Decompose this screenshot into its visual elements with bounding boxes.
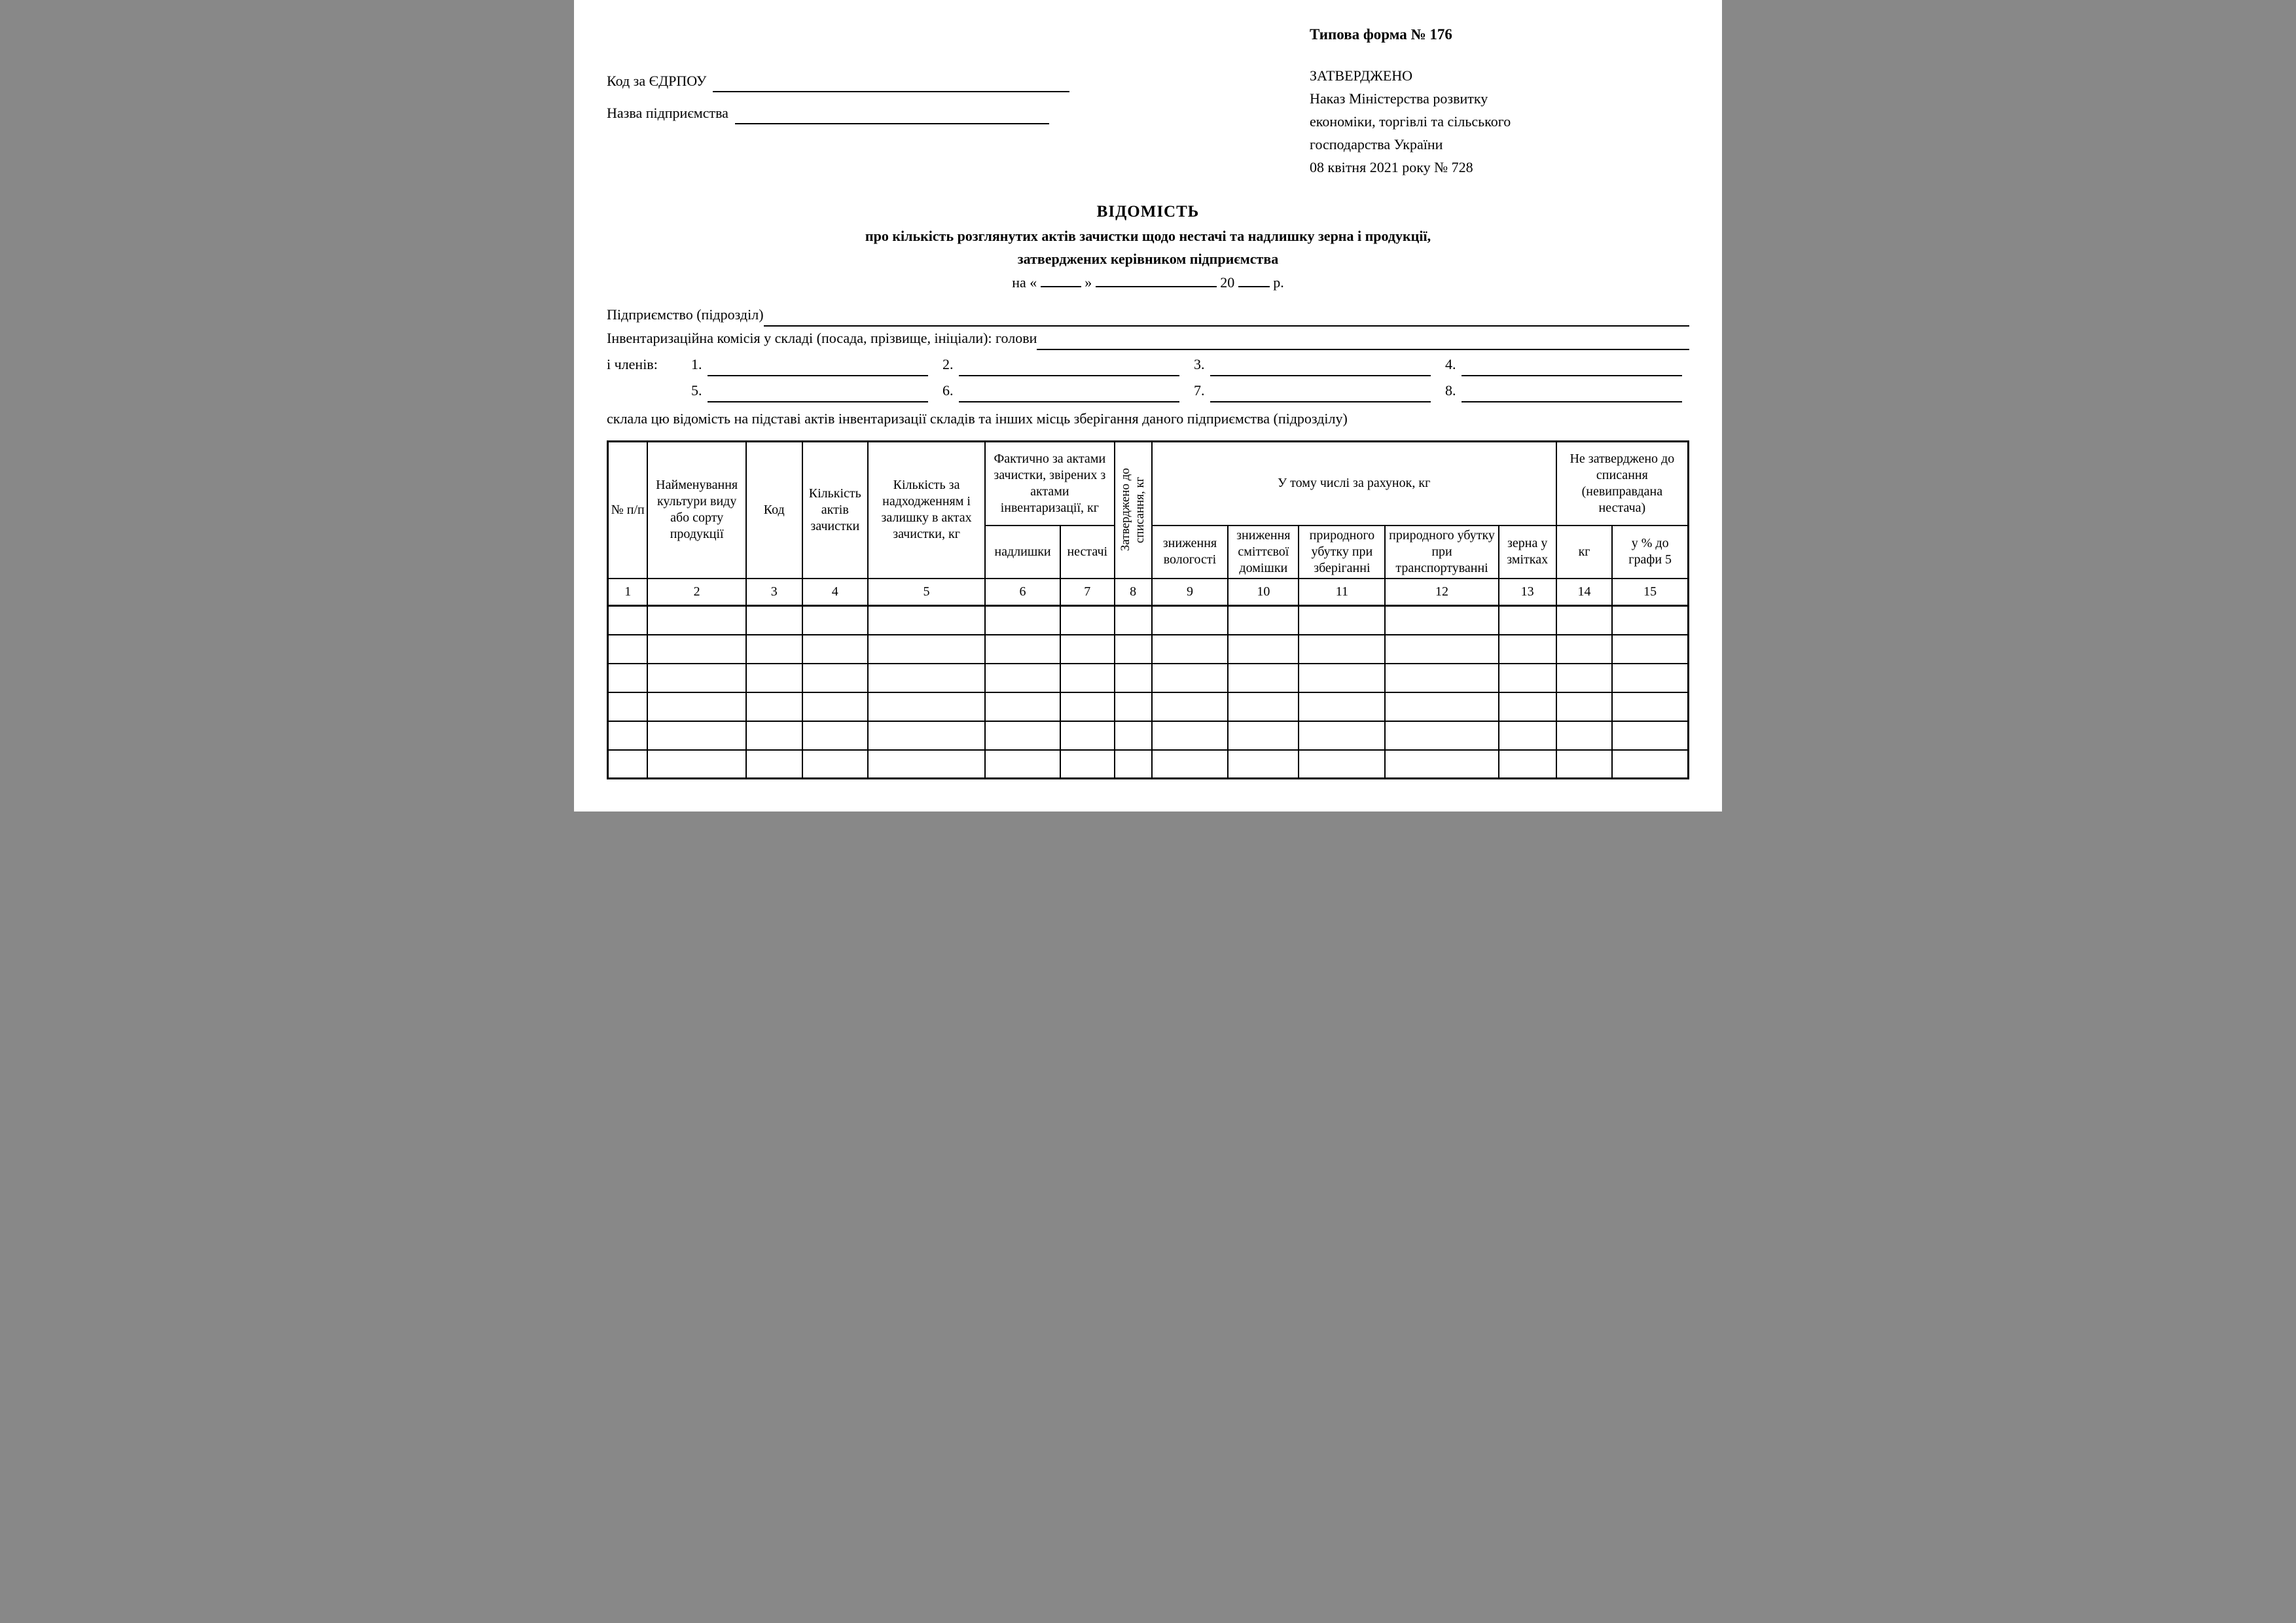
table-cell[interactable] — [1115, 635, 1152, 664]
members-label: і членів: — [607, 356, 658, 372]
table-cell[interactable] — [1228, 750, 1299, 779]
subheader-sweepings: зерна у змітках — [1499, 526, 1556, 579]
table-cell[interactable] — [746, 692, 802, 721]
table-cell[interactable] — [1060, 750, 1115, 779]
table-cell[interactable] — [1152, 692, 1229, 721]
table-cell[interactable] — [802, 606, 869, 635]
col-number: 5 — [868, 579, 985, 606]
table-row — [608, 606, 1689, 635]
enterprise-fill-line[interactable] — [764, 321, 1689, 327]
form-lines — [607, 303, 1689, 430]
col-number: 14 — [1556, 579, 1613, 606]
document-page — [574, 0, 1722, 812]
approved-line: 08 квітня 2021 року № 728 — [1310, 159, 1473, 175]
table-cell[interactable] — [1152, 664, 1229, 692]
member-fill-line-1[interactable] — [708, 371, 929, 376]
member-fill-line-7[interactable] — [1210, 397, 1431, 402]
table-cell[interactable] — [746, 721, 802, 750]
table-cell[interactable] — [608, 606, 648, 635]
acts-table — [607, 440, 1689, 779]
table-cell[interactable] — [1060, 721, 1115, 750]
table-cell[interactable] — [1152, 750, 1229, 779]
approved-line: Наказ Міністерства розвитку — [1310, 90, 1488, 107]
table-cell[interactable] — [1115, 692, 1152, 721]
col-header-acts-count: Кількість актів зачистки — [802, 442, 869, 579]
member-item-1 — [691, 353, 928, 376]
approved-line: економіки, торгівлі та сільського — [1310, 113, 1511, 130]
date-day-fill[interactable] — [1041, 274, 1081, 287]
table-cell[interactable] — [1612, 750, 1688, 779]
header-left-fields — [607, 69, 1069, 179]
table-cell[interactable] — [1499, 750, 1556, 779]
member-number: 5. — [691, 382, 702, 399]
col-number: 9 — [1152, 579, 1229, 606]
table-cell[interactable] — [1499, 692, 1556, 721]
col-number: 1 — [608, 579, 648, 606]
col-number: 10 — [1228, 579, 1299, 606]
table-cell[interactable] — [985, 664, 1060, 692]
table-cell[interactable] — [1299, 606, 1385, 635]
col-number: 8 — [1115, 579, 1152, 606]
col-header-qty: Кількість за надходженням і залишку в актах зачистки, кг — [868, 442, 985, 579]
table-cell[interactable] — [1060, 664, 1115, 692]
member-number: 7. — [1194, 382, 1205, 399]
column-numbers-row — [608, 579, 1689, 606]
enterprise-line — [607, 303, 1689, 327]
date-line — [607, 270, 1689, 295]
member-fill-line-3[interactable] — [1210, 371, 1431, 376]
table-cell[interactable] — [608, 664, 648, 692]
commission-head-fill-line[interactable] — [1037, 345, 1689, 350]
table-cell[interactable] — [1228, 721, 1299, 750]
edrpou-fill-line[interactable] — [713, 87, 1069, 92]
page-header — [607, 0, 1689, 179]
table-cell[interactable] — [868, 606, 985, 635]
table-cell[interactable] — [1499, 664, 1556, 692]
table-cell[interactable] — [1299, 635, 1385, 664]
table-cell[interactable] — [647, 664, 746, 692]
statement-line: склала цю відомість на підставі актів інвентаризації складів та інших місць зберігання даного підприємства (підрозділу) — [607, 410, 1348, 427]
table-cell[interactable] — [1556, 635, 1613, 664]
table-cell[interactable] — [608, 721, 648, 750]
table-cell[interactable] — [802, 635, 869, 664]
col-header-name: Найменування культури виду або сорту продукції — [647, 442, 746, 579]
table-cell[interactable] — [985, 721, 1060, 750]
member-number: 2. — [942, 356, 954, 372]
group-header-not-approved: Не затверджено до списання (невиправдана нестача) — [1556, 442, 1689, 526]
edrpou-field-line — [607, 69, 1069, 92]
table-cell[interactable] — [1060, 635, 1115, 664]
col-header-code: Код — [746, 442, 802, 579]
table-cell[interactable] — [985, 692, 1060, 721]
table-cell[interactable] — [1556, 750, 1613, 779]
table-cell[interactable] — [802, 692, 869, 721]
member-number: 4. — [1445, 356, 1456, 372]
table-cell[interactable] — [1612, 721, 1688, 750]
table-cell[interactable] — [746, 750, 802, 779]
table-row — [608, 635, 1689, 664]
document-subtitle-2: затверджених керівником підприємства — [1017, 251, 1279, 267]
table-cell[interactable] — [1152, 635, 1229, 664]
enterprise-label: Підприємство (підрозділ) — [607, 306, 764, 323]
table-cell[interactable] — [1115, 606, 1152, 635]
table-cell[interactable] — [1299, 664, 1385, 692]
table-cell[interactable] — [1228, 664, 1299, 692]
table-cell[interactable] — [1556, 664, 1613, 692]
table-cell[interactable] — [1299, 750, 1385, 779]
member-number: 6. — [942, 382, 954, 399]
table-cell[interactable] — [1385, 750, 1498, 779]
commission-line — [607, 327, 1689, 350]
member-item-2 — [942, 353, 1179, 376]
table-cell[interactable] — [802, 721, 869, 750]
table-cell[interactable] — [647, 692, 746, 721]
table-cell[interactable] — [1152, 721, 1229, 750]
col-header-num: № п/п — [608, 442, 648, 579]
member-item-8 — [1445, 379, 1682, 402]
table-cell[interactable] — [647, 721, 746, 750]
member-number: 1. — [691, 356, 702, 372]
company-fill-line[interactable] — [735, 119, 1049, 124]
members-row-1 — [607, 353, 1689, 376]
table-cell[interactable] — [868, 721, 985, 750]
date-prefix: на « — [1012, 274, 1037, 291]
table-cell[interactable] — [1385, 721, 1498, 750]
table-cell[interactable] — [1499, 606, 1556, 635]
col-number: 15 — [1612, 579, 1688, 606]
table-cell[interactable] — [1612, 606, 1688, 635]
approved-line: господарства України — [1310, 136, 1443, 152]
table-cell[interactable] — [1385, 692, 1498, 721]
date-month-fill[interactable] — [1096, 274, 1217, 287]
table-row — [608, 721, 1689, 750]
table-cell[interactable] — [985, 635, 1060, 664]
table-cell[interactable] — [647, 750, 746, 779]
table-cell[interactable] — [1228, 635, 1299, 664]
member-item-5 — [691, 379, 928, 402]
approved-block — [1310, 64, 1689, 179]
table-cell[interactable] — [1556, 606, 1613, 635]
subheader-trash: зниження сміттєвої домішки — [1228, 526, 1299, 579]
table-cell[interactable] — [1385, 635, 1498, 664]
col-number: 6 — [985, 579, 1060, 606]
table-cell[interactable] — [608, 692, 648, 721]
date-suffix: р. — [1273, 274, 1284, 291]
table-cell[interactable] — [1228, 606, 1299, 635]
table-cell[interactable] — [1556, 692, 1613, 721]
table-row — [608, 664, 1689, 692]
member-item-3 — [1194, 353, 1431, 376]
col-number: 4 — [802, 579, 869, 606]
col-number: 12 — [1385, 579, 1498, 606]
group-header-fact: Фактично за актами зачистки, звірених з актами інвентаризації, кг — [985, 442, 1115, 526]
table-cell[interactable] — [1556, 721, 1613, 750]
member-fill-line-2[interactable] — [959, 371, 1180, 376]
table-cell[interactable] — [868, 692, 985, 721]
subheader-moisture: зниження вологості — [1152, 526, 1229, 579]
table-cell[interactable] — [1499, 721, 1556, 750]
table-cell[interactable] — [985, 750, 1060, 779]
col-header-approved-writeoff — [1115, 442, 1152, 579]
col-number: 11 — [1299, 579, 1385, 606]
table-cell[interactable] — [868, 664, 985, 692]
commission-label: Інвентаризаційна комісія у складі (посада, прізвище, ініціали): голови — [607, 330, 1037, 346]
table-cell[interactable] — [746, 635, 802, 664]
table-cell[interactable] — [868, 635, 985, 664]
approved-title: ЗАТВЕРДЖЕНО — [1310, 67, 1413, 84]
table-cell[interactable] — [746, 664, 802, 692]
table-cell[interactable] — [1228, 692, 1299, 721]
table-cell[interactable] — [868, 750, 985, 779]
member-fill-line-5[interactable] — [708, 397, 929, 402]
table-cell[interactable] — [985, 606, 1060, 635]
member-number: 8. — [1445, 382, 1456, 399]
table-row — [608, 750, 1689, 779]
table-cell[interactable] — [1152, 606, 1229, 635]
table-cell[interactable] — [1612, 664, 1688, 692]
rotated-header-text: Затверджено до списання, кг — [1119, 468, 1147, 552]
table-cell[interactable] — [608, 750, 648, 779]
header-right-block — [1310, 26, 1689, 179]
group-header-including: У тому числі за рахунок, кг — [1152, 442, 1556, 526]
table-cell[interactable] — [647, 635, 746, 664]
subheader-percent: у % до графи 5 — [1612, 526, 1688, 579]
table-cell[interactable] — [1385, 664, 1498, 692]
member-number: 3. — [1194, 356, 1205, 372]
member-item-7 — [1194, 379, 1431, 402]
col-number: 3 — [746, 579, 802, 606]
table-cell[interactable] — [1612, 635, 1688, 664]
member-fill-line-8[interactable] — [1462, 397, 1683, 402]
date-year-prefix: 20 — [1220, 274, 1235, 291]
title-block — [607, 200, 1689, 295]
document-title: ВІДОМІСТЬ — [1096, 203, 1200, 221]
subheader-kg: кг — [1556, 526, 1613, 579]
table-row — [608, 692, 1689, 721]
table-header-row-1 — [608, 442, 1689, 526]
table-cell[interactable] — [1115, 664, 1152, 692]
member-fill-line-4[interactable] — [1462, 371, 1683, 376]
subheader-shortage: нестачі — [1060, 526, 1115, 579]
company-field-line — [607, 101, 1069, 124]
member-fill-line-6[interactable] — [959, 397, 1180, 402]
members-row-2 — [607, 379, 1689, 402]
table-cell[interactable] — [1060, 692, 1115, 721]
document-subtitle-1: про кількість розглянутих актів зачистки щодо нестачі та надлишку зерна і продукції, — [865, 228, 1431, 244]
table-cell[interactable] — [1299, 721, 1385, 750]
subheader-natural-storage: природного убутку при зберіганні — [1299, 526, 1385, 579]
table-cell[interactable] — [647, 606, 746, 635]
form-code: Типова форма № 176 — [1310, 26, 1452, 43]
member-item-4 — [1445, 353, 1682, 376]
subheader-natural-transport: природного убутку при транспортуванні — [1385, 526, 1498, 579]
table-cell[interactable] — [1612, 692, 1688, 721]
table-cell[interactable] — [1299, 692, 1385, 721]
table-cell[interactable] — [1499, 635, 1556, 664]
date-quote-close: » — [1085, 274, 1092, 291]
table-cell[interactable] — [802, 664, 869, 692]
table-cell[interactable] — [1060, 606, 1115, 635]
edrpou-label: Код за ЄДРПОУ — [607, 73, 707, 89]
col-number: 7 — [1060, 579, 1115, 606]
date-year-fill[interactable] — [1238, 274, 1270, 287]
col-number: 2 — [647, 579, 746, 606]
table-cell[interactable] — [608, 635, 648, 664]
subheader-surplus: надлишки — [985, 526, 1060, 579]
table-cell[interactable] — [1115, 721, 1152, 750]
table-cell[interactable] — [802, 750, 869, 779]
table-cell[interactable] — [746, 606, 802, 635]
table-cell[interactable] — [1115, 750, 1152, 779]
company-label: Назва підприємства — [607, 105, 728, 122]
member-item-6 — [942, 379, 1179, 402]
col-number: 13 — [1499, 579, 1556, 606]
table-cell[interactable] — [1385, 606, 1498, 635]
